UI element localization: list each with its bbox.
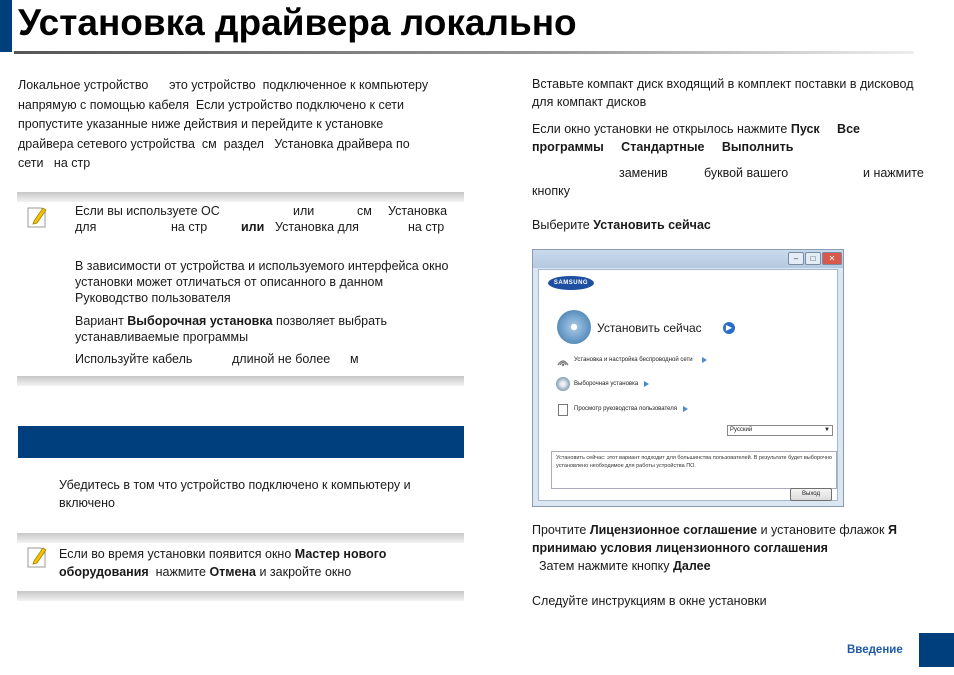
note1-text-install-for: Установка для (275, 220, 359, 234)
step5-mid: и установите флажок (757, 523, 888, 537)
note2-bottom-bar (17, 591, 464, 601)
close-button[interactable]: ✕ (822, 252, 842, 265)
title-underline (14, 51, 914, 54)
step4-pre: Выберите (532, 218, 594, 232)
intro-line-1: Локальное устройство это устройство подключенное к компьютеру (18, 78, 429, 92)
footer-section-link[interactable]: Введение (847, 644, 903, 656)
step6-text: Следуйте инструкциям в окне установки (532, 594, 767, 608)
note1-para-3 (75, 313, 465, 345)
note1-text-page: на стр (171, 220, 208, 234)
step2-run: Выполнить (721, 140, 794, 154)
note1-para4-unit: м (350, 352, 359, 366)
note1-text-see: см (357, 204, 372, 218)
exit-button[interactable]: Выход (790, 488, 832, 501)
step5-mid2: Затем нажмите кнопку (532, 559, 674, 573)
section-band (18, 426, 464, 458)
language-value: Русский (730, 427, 753, 433)
note2-top-bar (17, 533, 464, 543)
arrow-right-icon (702, 357, 707, 363)
step3-replace: заменив (619, 166, 668, 180)
note1-top-bar (17, 192, 464, 202)
intro-line-5: сети на стр (18, 156, 91, 170)
note1-para-2 (75, 258, 465, 306)
step4-text (532, 216, 711, 236)
step2-text (532, 120, 932, 156)
manual-icon (558, 404, 568, 416)
note1-para4-length: длиной не более (232, 352, 331, 366)
intro-line-4: драйвера сетевого устройства см раздел Установка драйвера по (18, 136, 410, 151)
note2-mid: нажмите (148, 565, 210, 579)
step2-start: Пуск (790, 122, 820, 136)
note1-para3-bold: Выборочная установка (127, 314, 273, 328)
note1-bottom-bar (17, 376, 464, 386)
arrow-right-icon (683, 406, 688, 412)
step2-accessories: Стандартные (621, 140, 705, 154)
step5-accept: Я принимаю условия лицензионного соглашения (532, 523, 897, 555)
title-accent-bar (0, 0, 12, 52)
step4-bold: Установить сейчас (593, 218, 711, 232)
intro-paragraph (18, 76, 468, 174)
arrow-right-icon (644, 381, 649, 387)
step2-all-programs: Все программы (532, 122, 860, 154)
wireless-icon (556, 354, 570, 366)
option-view-manual[interactable]: Просмотр руководства пользователя (574, 406, 678, 412)
minimize-button[interactable]: – (788, 252, 804, 265)
install-description: Установить сейчас: этот вариант подходит для большинства пользователей. В результате будет выборочно установлено необходимое для работы устройства ПО. (551, 451, 837, 489)
step3-press: и нажмите (863, 166, 924, 180)
step3-tail: кнопку (532, 184, 570, 198)
intro-line-3: пропустите указанные ниже действия и перейдите к установке (18, 117, 384, 131)
note1-text-or: или (293, 204, 315, 218)
step3-letter: буквой вашего (704, 166, 789, 180)
custom-install-icon (556, 377, 570, 391)
note1-text-page2: на стр (408, 220, 445, 234)
note2-post: и закройте окно (255, 565, 352, 579)
note1-para2-tail: Руководство пользователя (75, 291, 231, 305)
note2-bold1: Мастер нового оборудования (59, 547, 387, 579)
page-number-box (919, 633, 954, 667)
note1-para3-pre: Вариант (75, 314, 128, 328)
samsung-logo-icon: SAMSUNG (548, 276, 594, 290)
note1-text-for: для (75, 220, 97, 234)
installer-window (532, 249, 844, 507)
page-title: Установка драйвера локально (18, 2, 577, 43)
step5-license: Лицензионное соглашение (589, 523, 758, 537)
note2-pre: Если во время установки появится окно (59, 547, 295, 561)
note1-para2-text: В зависимости от устройства и используемого интерфейса окно установки может отличаться от описанного в данном (75, 259, 449, 289)
installer-body (538, 269, 838, 501)
step5-pre: Прочтите (532, 523, 590, 537)
note2-bold2: Отмена (209, 565, 256, 579)
install-now-heading[interactable]: Установить сейчас (597, 321, 702, 335)
maximize-button[interactable]: □ (805, 252, 821, 265)
note-pencil-icon (25, 544, 49, 570)
language-select[interactable] (727, 425, 833, 436)
step2-pre: Если окно установки не открылось нажмите (532, 122, 791, 136)
note1-para3-post: позволяет выбрать устанавливаемые программы (75, 314, 387, 344)
step-connect-text: Убедитесь в том что устройство подключено к компьютеру и включено (59, 478, 411, 510)
disc-icon (557, 310, 591, 344)
step5-next: Далее (673, 559, 711, 573)
note1-text-os: Если вы используете ОС (75, 204, 220, 218)
note1-para4-cable: Используйте кабель (75, 352, 193, 366)
step5-text (532, 521, 937, 575)
step1-text: Вставьте компакт диск входящий в комплект поставки в дисковод для компакт дисков (532, 77, 914, 109)
option-wireless[interactable]: Установка и настройка беспроводной сети (574, 357, 693, 363)
note1-text-or-bold: или (241, 220, 265, 234)
chevron-down-icon: ▼ (824, 427, 830, 433)
option-custom-install[interactable]: Выборочная установка (574, 381, 639, 387)
arrow-right-icon[interactable]: ▶ (723, 322, 735, 334)
step3-line-1 (532, 164, 932, 184)
note-pencil-icon (25, 204, 49, 230)
note1-text-install: Установка (388, 204, 448, 218)
note2-text (59, 545, 459, 581)
intro-line-2: напрямую с помощью кабеля Если устройство подключено к сети (18, 97, 404, 112)
installer-titlebar (533, 250, 843, 268)
